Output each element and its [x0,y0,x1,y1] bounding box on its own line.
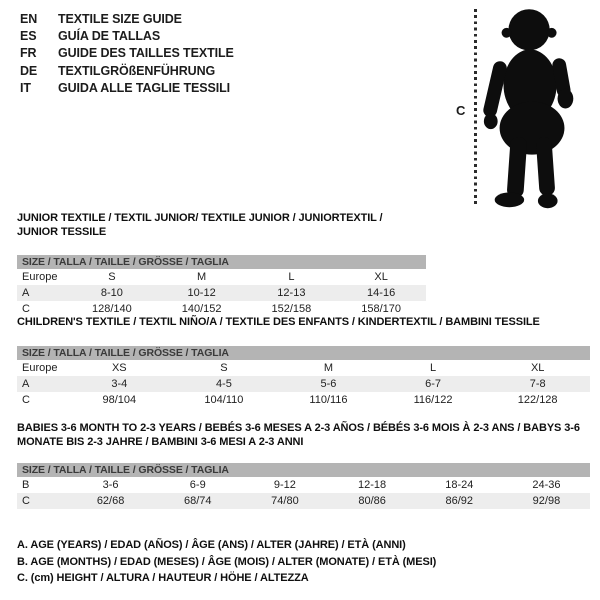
table-cell: 8-10 [100,287,123,299]
table-cell: 3-6 [102,479,119,491]
table-cell: 158/170 [361,303,401,315]
table-cell: 6-7 [425,377,442,390]
table-cell: 68/74 [183,495,212,507]
table-size-header: SIZE / TALLA / TAILLE / GRÖSSE / TAGLIA [17,346,590,360]
row-label: C [22,495,30,507]
section-junior-textile [17,212,426,317]
footnote-b: B. AGE (MONTHS) / EDAD (MESES) / ÂGE (MOIS) / ALTER (MONATE) / ETÀ (MESI) [17,555,437,568]
language-code: IT [20,80,31,95]
row-label: A [22,287,30,299]
table-row [17,360,590,376]
table-cell: S [220,361,228,374]
table-cell: XL [530,361,545,374]
footnote-legend [17,537,436,587]
table-cell: 152/158 [271,303,312,315]
language-code: FR [20,46,37,61]
row-label: C [22,393,30,406]
table-cell: 104/110 [204,393,244,406]
language-row [20,80,234,97]
size-table-babies [17,463,590,509]
table-cell: 9-12 [273,479,296,491]
section-childrens-textile [17,316,590,408]
table-cell: 12-13 [277,287,306,299]
table-cell: 98/104 [102,393,137,406]
table-cell: XS [111,361,127,374]
table-cell: 18-24 [445,479,474,491]
footnote-c: C. (cm) HEIGHT / ALTURA / HAUTEUR / HÖHE / ALTEZZA [17,572,309,584]
height-measure-label: C [456,103,466,118]
table-cell: 122/128 [517,393,558,406]
guide-title: TEXTILE SIZE GUIDE [58,12,182,26]
table-row [17,285,426,301]
language-title-list [20,11,234,97]
language-row [20,11,234,28]
table-cell: 6-9 [189,479,206,491]
table-cell: 74/80 [271,495,299,507]
language-code: DE [20,63,38,78]
table-cell: L [288,271,295,283]
language-code: ES [20,29,37,44]
table-cell: S [108,271,116,283]
size-table-junior [17,255,426,317]
section-babies [17,422,590,509]
row-label: B [22,479,30,491]
table-cell: 24-36 [532,479,561,491]
table-cell: 140/152 [181,303,222,315]
table-cell: 116/122 [413,393,453,406]
table-cell: XL [374,271,388,283]
table-row [17,376,590,392]
table-cell: L [430,361,437,374]
language-row [20,28,234,45]
table-row [17,301,426,317]
table-cell: 12-18 [358,479,387,491]
row-label: A [22,377,30,390]
language-row [20,63,234,80]
table-cell: M [323,361,334,374]
guide-title: GUIDE DES TAILLES TEXTILE [58,46,234,61]
language-row [20,45,234,62]
toddler-silhouette-icon [477,4,590,209]
table-cell: 7-8 [529,377,546,390]
table-cell: 80/86 [358,495,386,507]
table-row [17,392,590,408]
row-label: C [22,303,30,315]
table-cell: 92/98 [532,495,561,507]
table-size-header: SIZE / TALLA / TAILLE / GRÖSSE / TAGLIA [17,255,426,269]
table-cell: M [197,271,207,283]
table-size-header: SIZE / TALLA / TAILLE / GRÖSSE / TAGLIA [17,463,590,477]
guide-title: TEXTILGRÖßENFÜHRUNG [58,63,216,78]
table-cell: 128/140 [91,303,132,315]
table-cell: 10-12 [187,287,216,299]
table-row [17,477,590,493]
language-code: EN [20,12,38,26]
row-label: Europe [22,361,58,374]
table-cell: 86/92 [445,495,474,507]
table-cell: 62/68 [96,495,125,507]
table-cell: 110/116 [309,393,348,406]
section-title: JUNIOR TEXTILE / TEXTIL JUNIOR/ TEXTILE JUNIOR / JUNIORTEXTIL / JUNIOR TESSILE [17,212,383,238]
table-cell: 3-4 [111,377,128,390]
size-table-children [17,346,590,408]
table-cell: 5-6 [320,377,337,390]
footnote-a: A. AGE (YEARS) / EDAD (AÑOS) / ÂGE (ANS) / ALTER (JAHRE) / ETÀ (ANNI) [17,539,406,551]
guide-title: GUÍA DE TALLAS [58,29,161,44]
table-cell: 4-5 [215,377,232,390]
table-row [17,493,590,509]
table-cell: 14-16 [367,287,396,299]
table-row [17,269,426,285]
row-label: Europe [22,271,58,283]
guide-title: GUIDA ALLE TAGLIE TESSILI [58,80,231,95]
section-title: BABIES 3-6 MONTH TO 2-3 YEARS / BEBÉS 3-6 MESES A 2-3 AÑOS / BÉBÉS 3-6 MOIS À 2-3 ANS / BABYS 3-6 MONATE BIS 2-3 JAHRE / BAMBINI 3-6 MESI A 2-3 ANNI [17,422,580,448]
section-title: CHILDREN'S TEXTILE / TEXTIL NIÑO/A / TEXTILE DES ENFANTS / KINDERTEXTIL / BAMBINI TESSILE [17,316,540,328]
